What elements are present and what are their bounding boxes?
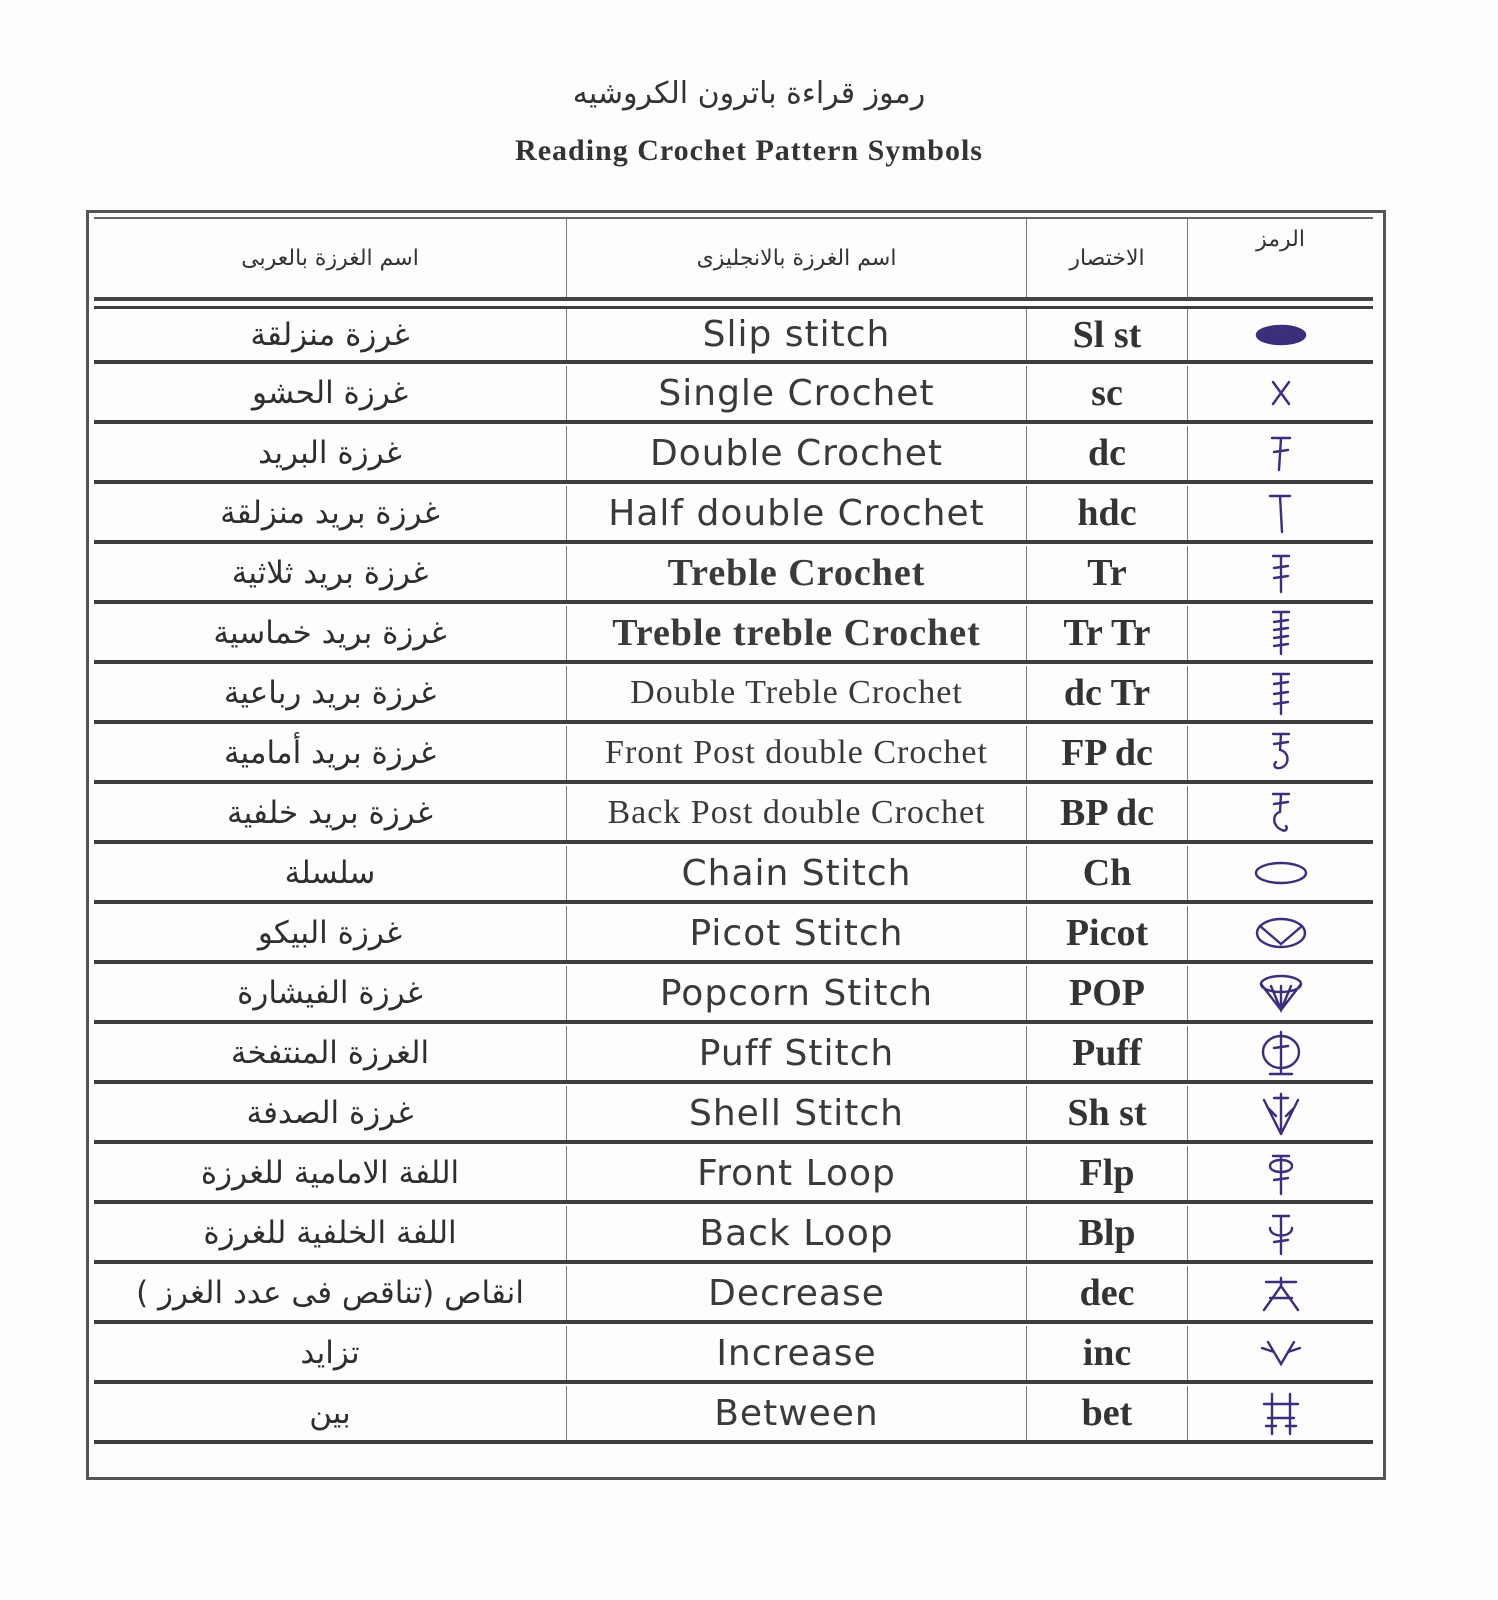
x-icon	[1246, 368, 1316, 418]
english-name-cell: Popcorn Stitch	[567, 966, 1027, 1020]
table-row	[94, 606, 1373, 664]
english-name-cell: Shell Stitch	[567, 1086, 1027, 1140]
arabic-name-cell: انقاص (تناقص فى عدد الغرز )	[94, 1266, 567, 1320]
symbol-cell	[1188, 1146, 1373, 1200]
symbol-cell	[1188, 546, 1373, 600]
abbreviation-cell: Flp	[1027, 1146, 1188, 1200]
page-title-english: Reading Crochet Pattern Symbols	[515, 134, 983, 167]
filled-oval-icon	[1246, 310, 1316, 360]
header-english-name: اسم الغرزة بالانجليزى	[567, 219, 1027, 297]
table-row	[94, 666, 1373, 724]
header-symbol: الرمز	[1256, 227, 1305, 252]
abbreviation-cell: sc	[1027, 366, 1188, 420]
symbol-cell	[1188, 906, 1373, 960]
decrease-icon	[1246, 1268, 1316, 1318]
table-row	[94, 846, 1373, 904]
english-name-cell: Slip stitch	[567, 309, 1027, 360]
back-post-icon	[1246, 788, 1316, 838]
abbreviation-cell: Tr	[1027, 546, 1188, 600]
abbreviation-cell: dc Tr	[1027, 666, 1188, 720]
treble-icon	[1246, 548, 1316, 598]
english-name-cell: Treble treble Crochet	[567, 606, 1027, 660]
table-row	[94, 1386, 1373, 1444]
header-arabic-name: اسم الغرزة بالعربى	[94, 219, 567, 297]
english-name-cell: Single Crochet	[567, 366, 1027, 420]
oval-icon	[1246, 848, 1316, 898]
english-name-cell: Half double Crochet	[567, 486, 1027, 540]
abbreviation-cell: inc	[1027, 1326, 1188, 1380]
shell-icon	[1246, 1088, 1316, 1138]
abbreviation-cell: POP	[1027, 966, 1188, 1020]
table-row	[94, 726, 1373, 784]
abbreviation-cell: dc	[1027, 426, 1188, 480]
arabic-name-cell: الغرزة المنتفخة	[94, 1026, 567, 1080]
arabic-name-cell: اللفة الخلفية للغرزة	[94, 1206, 567, 1260]
table-row	[94, 966, 1373, 1024]
symbol-cell	[1188, 1026, 1373, 1080]
symbol-cell	[1188, 606, 1373, 660]
treble-treble-icon	[1246, 608, 1316, 658]
symbol-cell	[1188, 1266, 1373, 1320]
english-name-cell: Picot Stitch	[567, 906, 1027, 960]
abbreviation-cell: bet	[1027, 1386, 1188, 1440]
abbreviation-cell: Ch	[1027, 846, 1188, 900]
arabic-name-cell: غرزة بريد رباعية	[94, 666, 567, 720]
double-treble-icon	[1246, 668, 1316, 718]
table-row	[94, 426, 1373, 484]
english-name-cell: Back Post double Crochet	[567, 786, 1027, 840]
table-row	[94, 786, 1373, 844]
table-row	[94, 486, 1373, 544]
english-name-cell: Increase	[567, 1326, 1027, 1380]
table-row	[94, 366, 1373, 424]
english-name-cell: Double Treble Crochet	[567, 666, 1027, 720]
abbreviation-cell: Puff	[1027, 1026, 1188, 1080]
symbol-cell	[1188, 366, 1373, 420]
between-icon	[1246, 1388, 1316, 1438]
abbreviation-cell: Sl st	[1027, 309, 1188, 360]
increase-icon	[1246, 1328, 1316, 1378]
arabic-name-cell: غرزة بريد ثلاثية	[94, 546, 567, 600]
abbreviation-cell: Blp	[1027, 1206, 1188, 1260]
english-name-cell: Decrease	[567, 1266, 1027, 1320]
abbreviation-cell: FP dc	[1027, 726, 1188, 780]
arabic-name-cell: غرزة الفيشارة	[94, 966, 567, 1020]
arabic-name-cell: غرزة البيكو	[94, 906, 567, 960]
symbol-cell	[1188, 309, 1373, 360]
symbol-cell	[1188, 966, 1373, 1020]
abbreviation-cell: BP dc	[1027, 786, 1188, 840]
front-loop-icon	[1246, 1148, 1316, 1198]
symbol-cell	[1188, 726, 1373, 780]
front-post-icon	[1246, 728, 1316, 778]
english-name-cell: Back Loop	[567, 1206, 1027, 1260]
arabic-name-cell: غرزة بريد خلفية	[94, 786, 567, 840]
symbol-cell	[1188, 846, 1373, 900]
symbol-cell	[1188, 1386, 1373, 1440]
english-name-cell: Chain Stitch	[567, 846, 1027, 900]
symbol-cell	[1188, 786, 1373, 840]
arabic-name-cell: غرزة البريد	[94, 426, 567, 480]
popcorn-icon	[1246, 968, 1316, 1018]
arabic-name-cell: سلسلة	[94, 846, 567, 900]
symbol-cell	[1188, 426, 1373, 480]
table-row	[94, 306, 1373, 364]
arabic-name-cell: غرزة الحشو	[94, 366, 567, 420]
symbol-cell	[1188, 666, 1373, 720]
english-name-cell: Double Crochet	[567, 426, 1027, 480]
table-row	[94, 1326, 1373, 1384]
english-name-cell: Puff Stitch	[567, 1026, 1027, 1080]
table-row	[94, 906, 1373, 964]
english-name-cell: Front Loop	[567, 1146, 1027, 1200]
picot-icon	[1246, 908, 1316, 958]
table-row	[94, 1146, 1373, 1204]
abbreviation-cell: Sh st	[1027, 1086, 1188, 1140]
arabic-name-cell: غرزة بريد خماسية	[94, 606, 567, 660]
abbreviation-cell: dec	[1027, 1266, 1188, 1320]
double-crochet-icon	[1246, 428, 1316, 478]
table-row	[94, 1086, 1373, 1144]
page-title-arabic: رموز قراءة باترون الكروشيه	[572, 76, 926, 111]
symbol-cell	[1188, 486, 1373, 540]
arabic-name-cell: غرزة الصدفة	[94, 1086, 567, 1140]
table-row	[94, 546, 1373, 604]
english-name-cell: Treble Crochet	[567, 546, 1027, 600]
symbol-cell	[1188, 1206, 1373, 1260]
english-name-cell: Between	[567, 1386, 1027, 1440]
symbol-cell	[1188, 1326, 1373, 1380]
english-name-cell: Front Post double Crochet	[567, 726, 1027, 780]
header-abbreviation: الاختصار	[1027, 219, 1188, 297]
arabic-name-cell: اللفة الامامية للغرزة	[94, 1146, 567, 1200]
arabic-name-cell: غرزة بريد أمامية	[94, 726, 567, 780]
abbreviation-cell: Picot	[1027, 906, 1188, 960]
table-row	[94, 1026, 1373, 1084]
table-row	[94, 1206, 1373, 1264]
arabic-name-cell: بين	[94, 1386, 567, 1440]
table-row	[94, 1266, 1373, 1324]
half-double-icon	[1246, 488, 1316, 538]
arabic-name-cell: غرزة بريد منزلقة	[94, 486, 567, 540]
table-header	[94, 217, 1373, 301]
table-body	[94, 306, 1373, 1446]
abbreviation-cell: Tr Tr	[1027, 606, 1188, 660]
back-loop-icon	[1246, 1208, 1316, 1258]
abbreviation-cell: hdc	[1027, 486, 1188, 540]
arabic-name-cell: غرزة منزلقة	[94, 309, 567, 360]
arabic-name-cell: تزايد	[94, 1326, 567, 1380]
symbol-cell	[1188, 1086, 1373, 1140]
puff-icon	[1246, 1028, 1316, 1078]
